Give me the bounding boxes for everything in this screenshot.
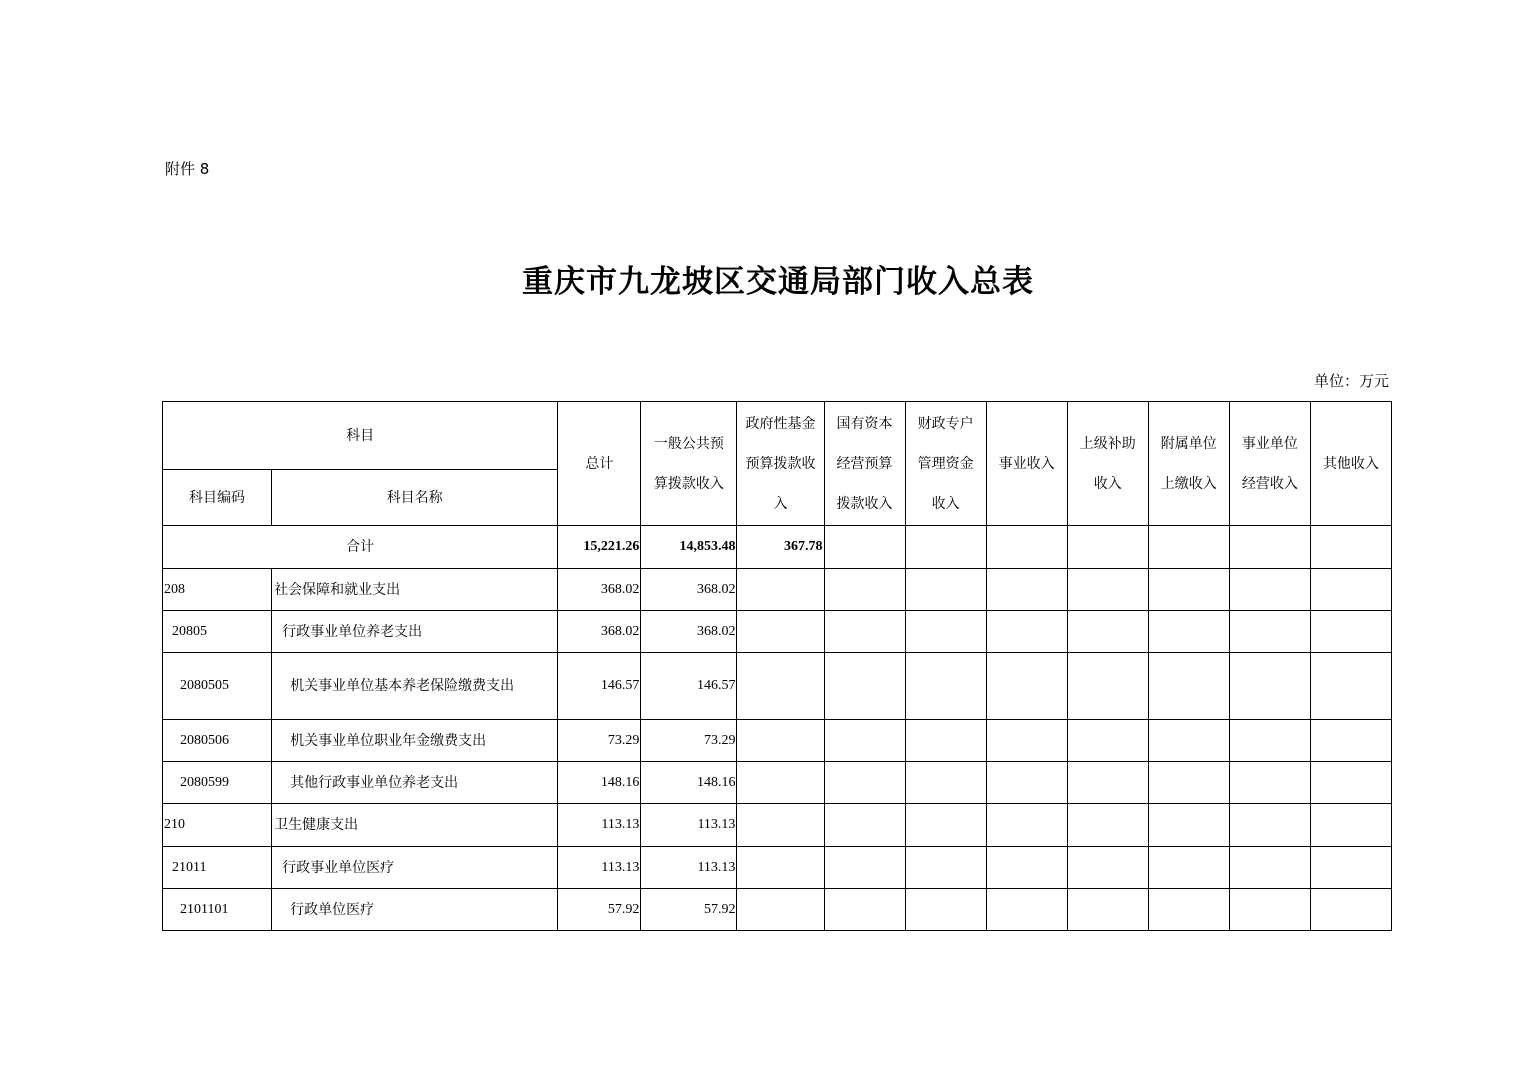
row-name: 机关事业单位职业年金缴费支出 <box>272 720 558 762</box>
empty-cell <box>1067 847 1148 889</box>
empty-cell <box>1148 720 1229 762</box>
empty-cell <box>1310 611 1391 653</box>
empty-cell <box>737 653 824 720</box>
empty-cell <box>1148 569 1229 611</box>
header-state-capital <box>824 402 905 526</box>
empty-cell <box>986 611 1067 653</box>
empty-cell <box>986 526 1067 569</box>
row-code: 210 <box>163 804 272 847</box>
empty-cell <box>1310 720 1391 762</box>
header-other-income: 其他收入 <box>1310 402 1391 526</box>
row-name: 行政单位医疗 <box>272 889 558 931</box>
empty-cell <box>824 526 905 569</box>
empty-cell <box>1229 804 1310 847</box>
empty-cell <box>905 611 986 653</box>
row-total: 148.16 <box>558 762 641 804</box>
row-general-public: 73.29 <box>641 720 737 762</box>
header-affiliated-remit-line2: 上缴收入 <box>1160 475 1217 492</box>
empty-cell <box>1148 847 1229 889</box>
row-code: 20805 <box>163 611 272 653</box>
summary-gov-fund: 367.78 <box>737 526 824 569</box>
empty-cell <box>986 804 1067 847</box>
row-name: 行政事业单位养老支出 <box>272 611 558 653</box>
unit-label: 单位：万元 <box>1313 372 1389 390</box>
empty-cell <box>737 762 824 804</box>
empty-cell <box>824 611 905 653</box>
empty-cell <box>1229 611 1310 653</box>
empty-cell <box>824 762 905 804</box>
table-row <box>163 720 1392 762</box>
empty-cell <box>737 720 824 762</box>
header-general-public-line2: 算拨款收入 <box>653 475 724 492</box>
row-general-public: 368.02 <box>641 569 737 611</box>
header-operating-income-line1: 事业单位 <box>1241 435 1298 452</box>
header-superior-subsidy <box>1067 402 1148 526</box>
empty-cell <box>1310 569 1391 611</box>
empty-cell <box>1067 804 1148 847</box>
empty-cell <box>824 653 905 720</box>
income-table <box>162 401 1392 931</box>
header-special-account-line1: 财政专户 <box>917 415 974 432</box>
row-code: 2080505 <box>163 653 272 720</box>
header-subject: 科目 <box>163 402 558 470</box>
table-row <box>163 804 1392 847</box>
empty-cell <box>1310 762 1391 804</box>
empty-cell <box>1229 847 1310 889</box>
empty-cell <box>1067 569 1148 611</box>
empty-cell <box>905 889 986 931</box>
empty-cell <box>905 653 986 720</box>
header-state-capital-line2: 经营预算 <box>836 455 893 472</box>
empty-cell <box>824 569 905 611</box>
summary-total: 15,221.26 <box>558 526 641 569</box>
row-general-public: 113.13 <box>641 804 737 847</box>
table-row <box>163 889 1392 931</box>
row-total: 368.02 <box>558 611 641 653</box>
row-general-public: 368.02 <box>641 611 737 653</box>
empty-cell <box>986 889 1067 931</box>
empty-cell <box>986 720 1067 762</box>
empty-cell <box>986 762 1067 804</box>
empty-cell <box>986 847 1067 889</box>
row-general-public: 146.57 <box>641 653 737 720</box>
empty-cell <box>1310 804 1391 847</box>
header-subject-code: 科目编码 <box>163 470 272 526</box>
attachment-label: 附件 8 <box>165 160 210 178</box>
header-gov-fund-line2: 预算拨款收 <box>745 455 816 472</box>
empty-cell <box>1229 762 1310 804</box>
header-special-account-line2: 管理资金 <box>917 455 974 472</box>
table-row <box>163 847 1392 889</box>
empty-cell <box>737 569 824 611</box>
table-row <box>163 569 1392 611</box>
header-business-income: 事业收入 <box>986 402 1067 526</box>
row-total: 113.13 <box>558 847 641 889</box>
header-total: 总计 <box>558 402 641 526</box>
row-general-public: 57.92 <box>641 889 737 931</box>
row-total: 368.02 <box>558 569 641 611</box>
empty-cell <box>1148 762 1229 804</box>
empty-cell <box>1067 653 1148 720</box>
empty-cell <box>824 847 905 889</box>
row-name: 行政事业单位医疗 <box>272 847 558 889</box>
row-name: 卫生健康支出 <box>272 804 558 847</box>
summary-general-public: 14,853.48 <box>641 526 737 569</box>
empty-cell <box>1148 889 1229 931</box>
header-operating-income <box>1229 402 1310 526</box>
empty-cell <box>1229 889 1310 931</box>
header-state-capital-line3: 拨款收入 <box>836 495 893 512</box>
header-gov-fund-line3: 入 <box>773 495 788 512</box>
header-subject-name: 科目名称 <box>272 470 558 526</box>
header-gov-fund <box>737 402 824 526</box>
header-special-account-line3: 收入 <box>931 495 960 512</box>
header-operating-income-line2: 经营收入 <box>1241 475 1298 492</box>
row-name: 社会保障和就业支出 <box>272 569 558 611</box>
header-general-public <box>641 402 737 526</box>
page-title: 重庆市九龙坡区交通局部门收入总表 <box>522 264 1034 300</box>
empty-cell <box>824 804 905 847</box>
empty-cell <box>737 804 824 847</box>
empty-cell <box>737 889 824 931</box>
row-name: 其他行政事业单位养老支出 <box>272 762 558 804</box>
row-name: 机关事业单位基本养老保险缴费支出 <box>272 653 558 720</box>
empty-cell <box>1067 762 1148 804</box>
summary-row <box>163 526 1392 569</box>
header-affiliated-remit <box>1148 402 1229 526</box>
table-row <box>163 762 1392 804</box>
empty-cell <box>905 804 986 847</box>
row-general-public: 113.13 <box>641 847 737 889</box>
row-code: 208 <box>163 569 272 611</box>
header-superior-subsidy-line1: 上级补助 <box>1079 435 1136 452</box>
row-code: 2080599 <box>163 762 272 804</box>
empty-cell <box>737 847 824 889</box>
empty-cell <box>1229 569 1310 611</box>
header-row-1 <box>163 402 1392 470</box>
empty-cell <box>905 569 986 611</box>
empty-cell <box>824 720 905 762</box>
empty-cell <box>1148 526 1229 569</box>
empty-cell <box>1310 653 1391 720</box>
empty-cell <box>1148 611 1229 653</box>
header-gov-fund-line1: 政府性基金 <box>745 415 816 432</box>
empty-cell <box>1148 804 1229 847</box>
empty-cell <box>1067 720 1148 762</box>
row-code: 2101101 <box>163 889 272 931</box>
summary-label: 合计 <box>163 526 558 569</box>
empty-cell <box>1229 720 1310 762</box>
empty-cell <box>1229 526 1310 569</box>
empty-cell <box>1310 889 1391 931</box>
empty-cell <box>1310 526 1391 569</box>
empty-cell <box>1148 653 1229 720</box>
empty-cell <box>1067 611 1148 653</box>
empty-cell <box>824 889 905 931</box>
empty-cell <box>1310 847 1391 889</box>
row-total: 73.29 <box>558 720 641 762</box>
row-total: 57.92 <box>558 889 641 931</box>
empty-cell <box>1229 653 1310 720</box>
header-affiliated-remit-line1: 附属单位 <box>1160 435 1217 452</box>
header-state-capital-line1: 国有资本 <box>836 415 893 432</box>
row-code: 21011 <box>163 847 272 889</box>
empty-cell <box>1067 526 1148 569</box>
header-general-public-line1: 一般公共预 <box>653 435 724 452</box>
empty-cell <box>737 611 824 653</box>
empty-cell <box>986 653 1067 720</box>
empty-cell <box>1067 889 1148 931</box>
empty-cell <box>905 762 986 804</box>
empty-cell <box>986 569 1067 611</box>
empty-cell <box>905 526 986 569</box>
header-special-account <box>905 402 986 526</box>
row-total: 146.57 <box>558 653 641 720</box>
row-total: 113.13 <box>558 804 641 847</box>
row-general-public: 148.16 <box>641 762 737 804</box>
empty-cell <box>905 720 986 762</box>
header-superior-subsidy-line2: 收入 <box>1093 475 1122 492</box>
row-code: 2080506 <box>163 720 272 762</box>
table-row <box>163 611 1392 653</box>
table-row <box>163 653 1392 720</box>
empty-cell <box>905 847 986 889</box>
